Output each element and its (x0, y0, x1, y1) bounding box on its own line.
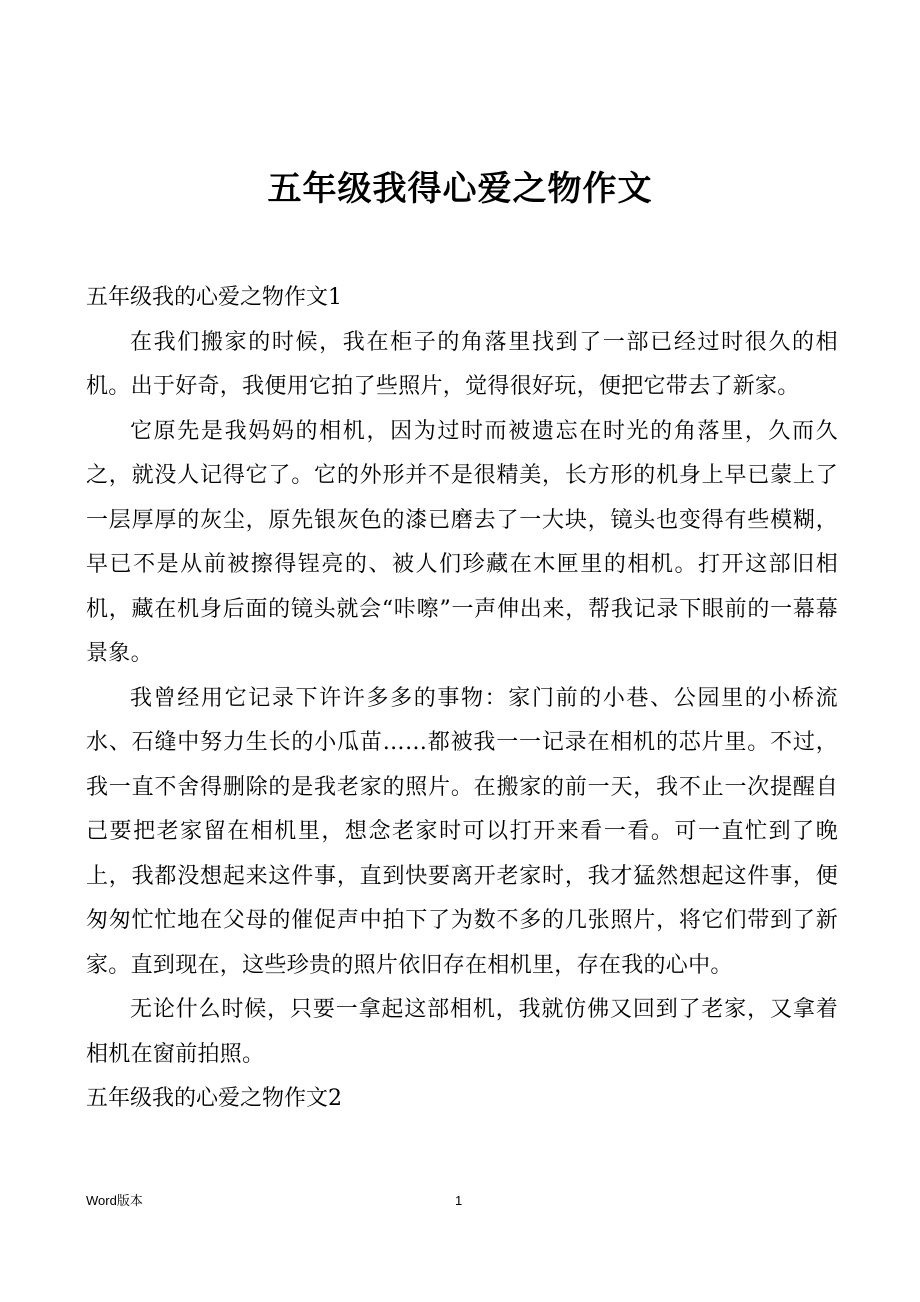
paragraph-1: 在我们搬家的时候，我在柜子的角落里找到了一部已经过时很久的相机。出于好奇，我便用它拍了些照片，觉得很好玩，便把它带去了新家。 (86, 329, 838, 399)
paragraph-4: 无论什么时候，只要一拿起这部相机，我就仿佛又回到了老家，又拿着相机在窗前拍照。 (86, 997, 838, 1067)
document-body (86, 276, 838, 1122)
document-title: 五年级我得心爱之物作文 (267, 168, 653, 209)
paragraph-2: 它原先是我妈妈的相机，因为过时而被遗忘在时光的角落里，久而久之，就没人记得它了。它的外形并不是很精美，长方形的机身上早已蒙上了一层厚厚的灰尘，原先银灰色的漆已磨去了一大块，镜头也变得有些模糊，早已不是从前被擦得锃亮的、被人们珍藏在木匣里的相机。打开这部旧相机，藏在机身后面的镜头就会“咔嚓”一声伸出来，帮我记录下眼前的一幕幕景象。 (86, 418, 838, 666)
paragraph-3: 我曾经用它记录下许许多多的事物：家门前的小巷、公园里的小桥流水、石缝中努力生长的小瓜苗……都被我一一记录在相机的芯片里。不过，我一直不舍得删除的是我老家的照片。在搬家的前一天，我不止一次提醒自己要把老家留在相机里，想念老家时可以打开来看一看。可一直忙到了晚上，我都没想起来这件事，直到快要离开老家时，我才猛然想起这件事，便匆匆忙忙地在父母的催促声中拍下了为数不多的几张照片，将它们带到了新家。直到现在，这些珍贵的照片依旧存在相机里，存在我的心中。 (86, 685, 838, 978)
section-heading-1: 五年级我的心爱之物作文1 (86, 285, 342, 310)
footer-word-version: Word版本 (86, 1193, 143, 1208)
section-heading-2: 五年级我的心爱之物作文2 (86, 1086, 342, 1111)
footer-page-number: 1 (455, 1193, 463, 1208)
